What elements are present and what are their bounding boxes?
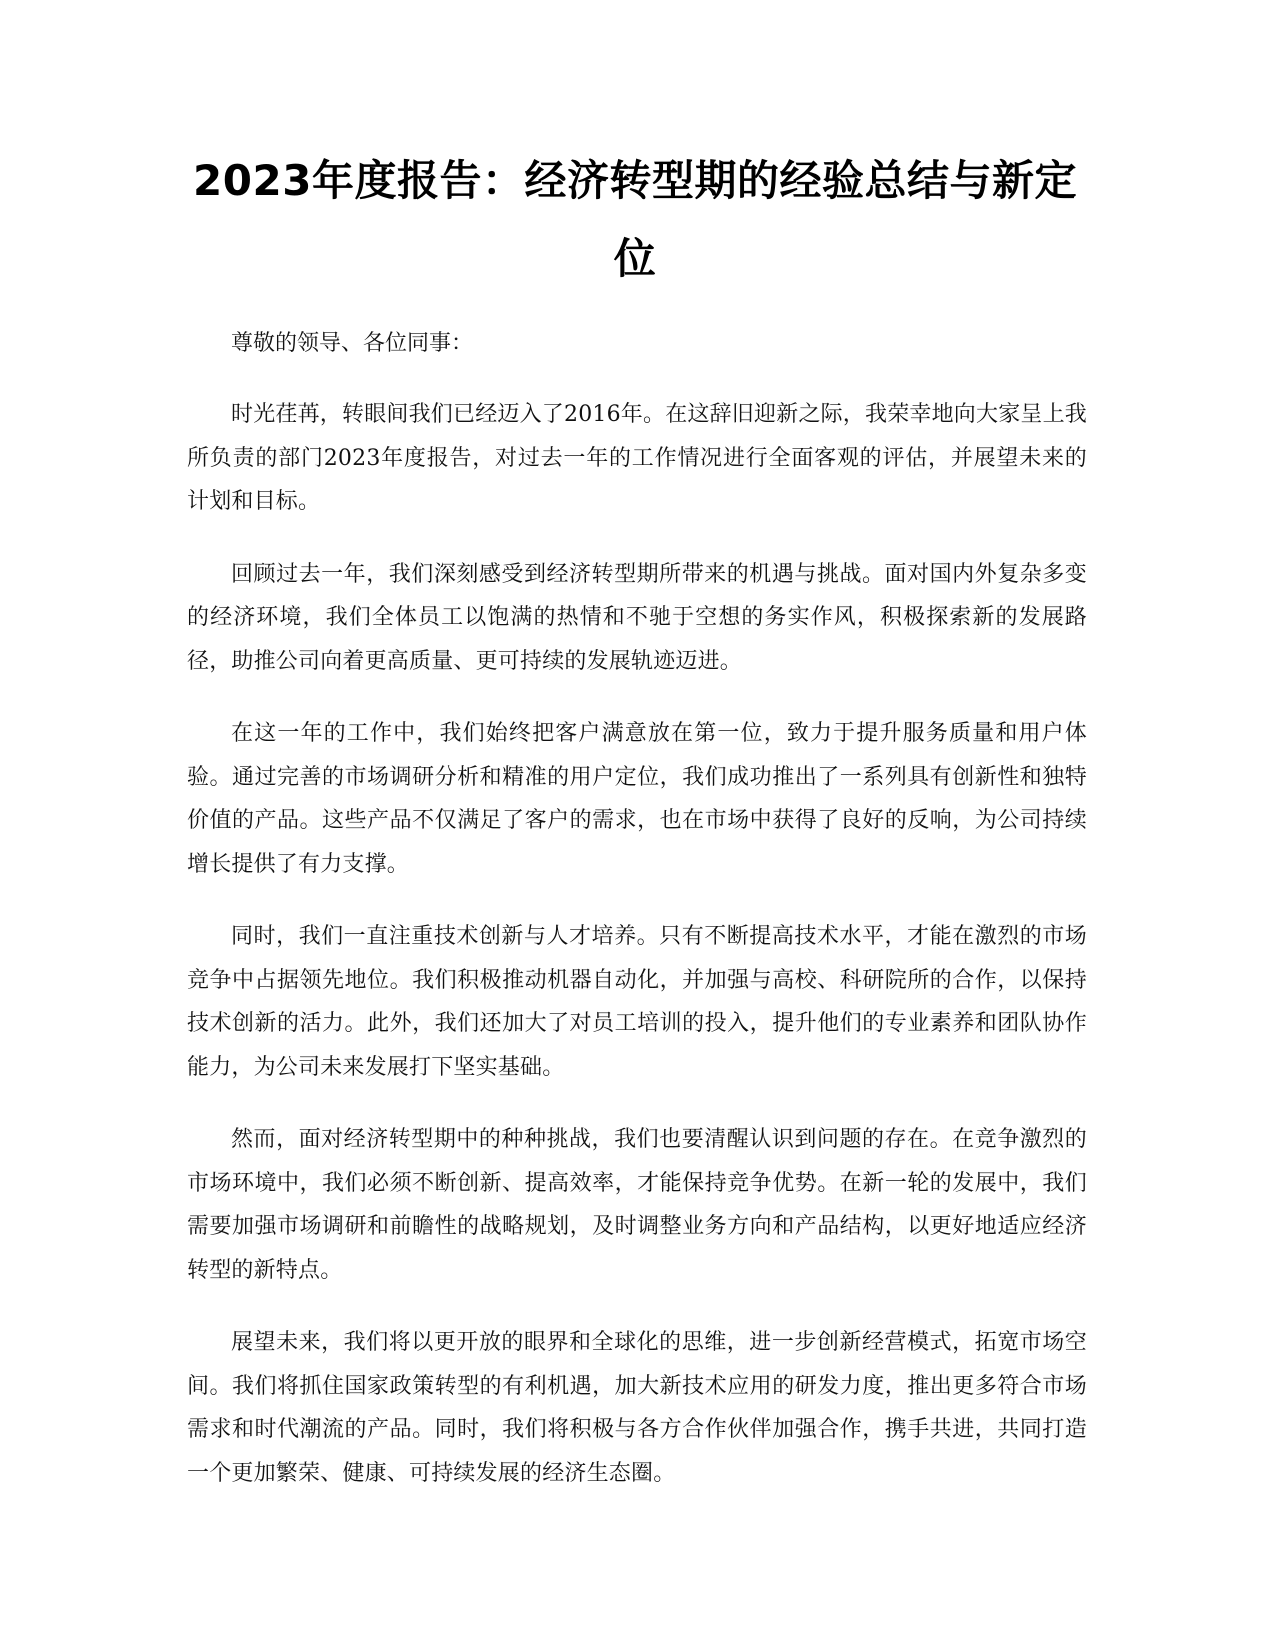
paragraph: 同时，我们一直注重技术创新与人才培养。只有不断提高技术水平，才能在激烈的市场竞争中占据领先地位。我们积极推动机器自动化，并加强与高校、科研院所的合作，以保持技术创新的活力。此外，我们还加大了对员工培训的投入，提升他们的专业素养和团队协作能力，为公司未来发展打下坚实基础。 [187, 924, 1087, 1080]
paragraph: 时光荏苒，转眼间我们已经迈入了2016年。在这辞旧迎新之际，我荣幸地向大家呈上我所负责的部门2023年度报告，对过去一年的工作情况进行全面客观的评估，并展望未来的计划和目标。 [187, 402, 1087, 514]
salutation: 尊敬的领导、各位同事： [231, 331, 474, 356]
paragraph: 展望未来，我们将以更开放的眼界和全球化的思维，进一步创新经营模式，拓宽市场空间。我们将抓住国家政策转型的有利机遇，加大新技术应用的研发力度，推出更多符合市场需求和时代潮流的产品。同时，我们将积极与各方合作伙伴加强合作，携手共进，共同打造一个更加繁荣、健康、可持续发展的经济生态圈。 [187, 1330, 1087, 1486]
document-body [187, 322, 1087, 1524]
paragraph: 在这一年的工作中，我们始终把客户满意放在第一位，致力于提升服务质量和用户体验。通过完善的市场调研分析和精准的用户定位，我们成功推出了一系列具有创新性和独特价值的产品。这些产品不仅满足了客户的需求，也在市场中获得了良好的反响，为公司持续增长提供了有力支撑。 [187, 721, 1087, 877]
paragraph: 回顾过去一年，我们深刻感受到经济转型期所带来的机遇与挑战。面对国内外复杂多变的经济环境，我们全体员工以饱满的热情和不驰于空想的务实作风，积极探索新的发展路径，助推公司向着更高质量、更可持续的发展轨迹迈进。 [187, 561, 1087, 674]
paragraph: 然而，面对经济转型期中的种种挑战，我们也要清醒认识到问题的存在。在竞争激烈的市场环境中，我们必须不断创新、提高效率，才能保持竞争优势。在新一轮的发展中，我们需要加强市场调研和前瞻性的战略规划，及时调整业务方向和产品结构，以更好地适应经济转型的新特点。 [187, 1127, 1087, 1283]
document-title: 2023年度报告：经济转型期的经验总结与新定位 [193, 156, 1077, 283]
